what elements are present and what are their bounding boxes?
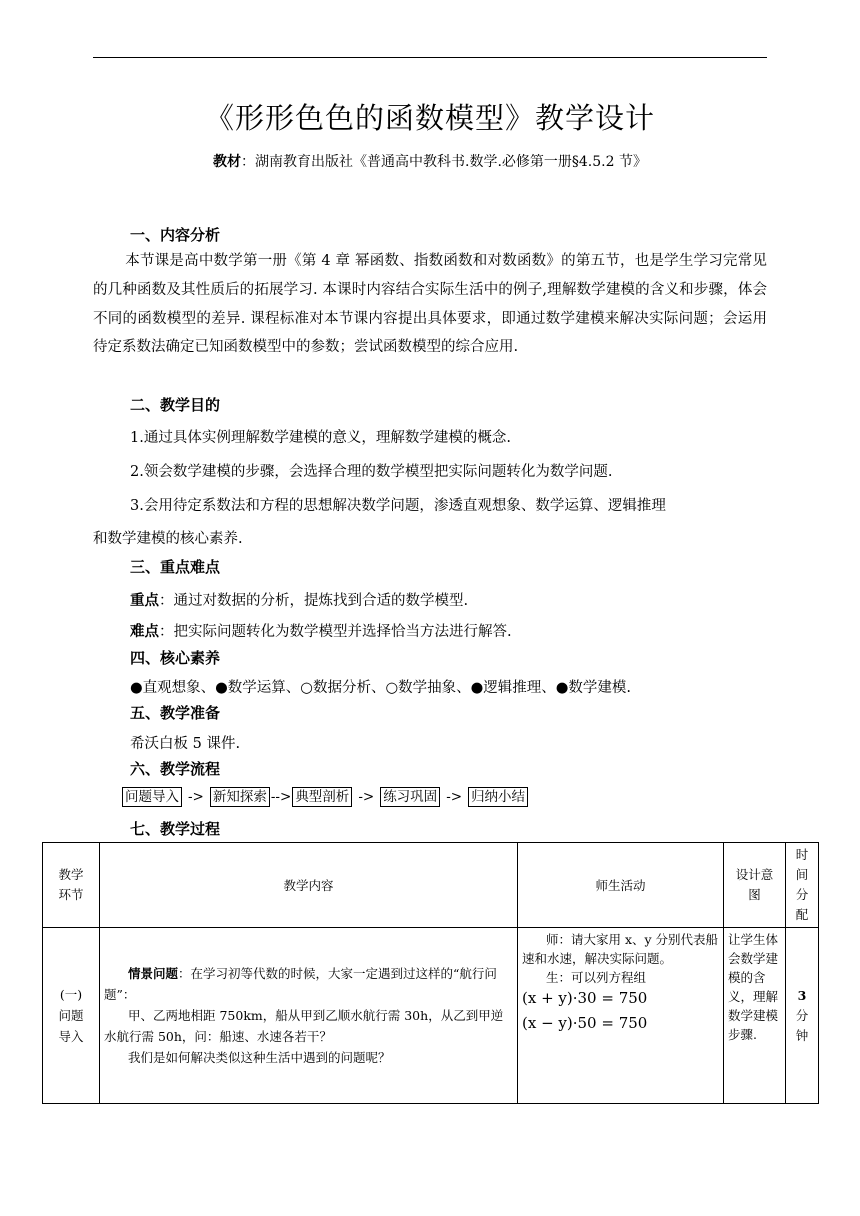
section-heading-teaching-goals: 二、教学目的	[130, 396, 221, 414]
section-heading-key-points: 三、重点难点	[130, 558, 221, 576]
teaching-flow	[122, 785, 528, 805]
flow-step-1: 问题导入	[122, 787, 182, 807]
header-content: 教学内容	[100, 843, 518, 928]
content-analysis-text: 本节课是高中数学第一册《第 4 章 幂函数、指数函数和对数函数》的第五节，也是学生学习完常见的几种函数及其性质后的拓展学习. 本课时内容结合实际生活中的例子,理解数学建模的含义和步骤，体会不同的函数模型的差异. 课程标准对本节课内容提出具体要求，即通过数学建模来解决实际问题；会运用待定系数法确定已知函数模型中的参数；尝试函数模型的综合应用.	[93, 253, 767, 356]
time-value: 3	[797, 987, 807, 1003]
section-heading-preparation: 五、教学准备	[130, 704, 221, 722]
header-time: 时间分配	[786, 843, 819, 928]
time-unit: 分钟	[795, 1007, 809, 1043]
difficult-point-label: 难点	[130, 624, 159, 640]
subtitle	[0, 151, 860, 171]
header-activity: 师生活动	[518, 843, 724, 928]
flow-step-3: 典型剖析	[292, 787, 352, 807]
student-response: 生：可以列方程组	[546, 970, 647, 985]
flow-arrow-1: ->	[188, 789, 204, 805]
row1-time	[786, 928, 819, 1104]
scenario-problem: 甲、乙两地相距 750km，船从甲到乙顺水航行需 30h，从乙到甲逆水航行需 50h，问：船速、水速各若干？	[104, 1008, 504, 1044]
section-heading-teaching-flow: 六、教学流程	[130, 760, 221, 778]
difficult-point-text: ：把实际问题转化为数学模型并选择恰当方法进行解答.	[159, 624, 512, 640]
key-point-text: ：通过对数据的分析，提炼找到合适的数学模型.	[159, 593, 469, 609]
flow-step-4: 练习巩固	[380, 787, 440, 807]
row1-activity	[518, 928, 724, 1104]
goal-item-1: 1.通过具体实例理解数学建模的意义，理解数学建模的概念.	[130, 430, 511, 446]
flow-arrow-4: ->	[446, 789, 463, 805]
section-heading-teaching-process: 七、教学过程	[130, 820, 221, 838]
goal-item-3-cont: 和数学建模的核心素养.	[93, 531, 243, 547]
equation-1: (x + y)·30 = 750	[522, 989, 648, 1007]
flow-step-5: 归纳小结	[468, 787, 528, 807]
teacher-prompt: 师：请大家用 x、y 分别代表船速和水速，解决实际问题。	[522, 932, 719, 966]
header-rule	[93, 57, 767, 58]
key-point-label: 重点	[130, 593, 159, 609]
subtitle-label: 教材	[213, 154, 241, 170]
preparation-text: 希沃白板 5 课件.	[130, 736, 241, 752]
section-heading-core-literacy: 四、核心素养	[130, 649, 221, 667]
scenario-label: 情景问题	[128, 966, 179, 981]
flow-arrow-3: ->	[358, 789, 375, 805]
flow-arrow-2: -->	[270, 789, 292, 805]
difficult-point	[130, 620, 512, 641]
teaching-process-table	[42, 842, 819, 1104]
flow-step-2: 新知探索	[210, 787, 270, 807]
header-stage: 教学环节	[43, 843, 100, 928]
section-heading-content-analysis: 一、内容分析	[130, 226, 221, 244]
goal-item-2: 2.领会数学建模的步骤，会选择合理的数学模型把实际问题转化为数学问题.	[130, 464, 613, 480]
scenario-intro: ：在学习初等代数的时候，大家一定遇到过这样的“航行问题”：	[104, 966, 497, 1002]
goal-item-3: 3.会用待定系数法和方程的思想解决数学问题，渗透直观想象、数学运算、逻辑推理	[130, 498, 666, 514]
header-intent: 设计意图	[724, 843, 786, 928]
equation-2: (x − y)·50 = 750	[522, 1014, 648, 1032]
content-analysis-paragraph	[93, 247, 767, 362]
subtitle-text: ：湖南教育出版社《普通高中教科书.数学.必修第一册§4.5.2 节》	[241, 154, 647, 170]
row1-stage: (一)问题导入	[43, 928, 100, 1104]
row1-content	[100, 928, 518, 1104]
scenario-question: 我们是如何解决类似这种生活中遇到的问题呢？	[128, 1050, 391, 1065]
table-row	[43, 928, 819, 1104]
core-literacy-list: ●直观想象、●数学运算、○数据分析、○数学抽象、●逻辑推理、●数学建模.	[130, 680, 632, 696]
key-point	[130, 589, 468, 610]
page-title: 《形形色色的函数模型》教学设计	[204, 101, 655, 135]
row1-intent: 让学生体会数学建模的含义，理解数学建模步骤.	[724, 928, 786, 1104]
table-header-row	[43, 843, 819, 928]
